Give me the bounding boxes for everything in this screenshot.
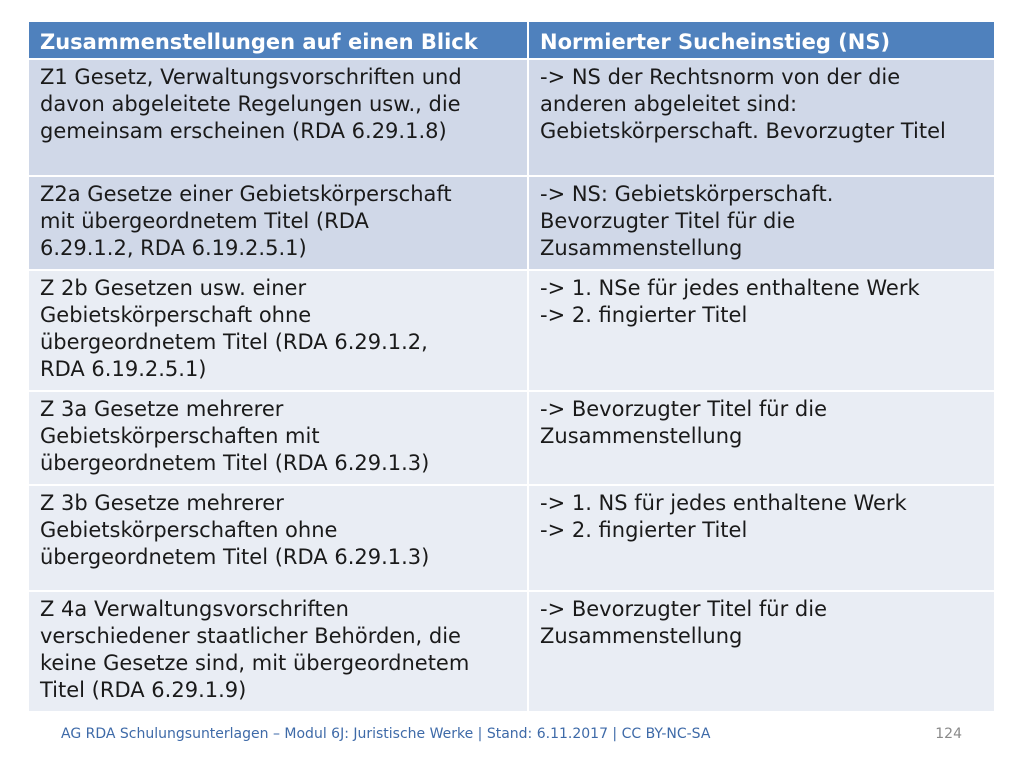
cell-line: Z 3a Gesetze mehrerer: [40, 397, 284, 421]
cell-compilation: [29, 59, 528, 176]
cell-line: Z 2b Gesetzen usw. einer: [40, 276, 307, 300]
cell-line: RDA 6.19.2.5.1): [40, 357, 207, 381]
table-row: [29, 270, 994, 391]
cell-line: -> Bevorzugter Titel für die: [540, 597, 827, 621]
cell-line: Titel (RDA 6.29.1.9): [40, 678, 247, 702]
cell-line: Zusammenstellung: [540, 236, 743, 260]
table-row: [29, 59, 994, 176]
cell-access-point: [528, 391, 994, 485]
cell-compilation: [29, 391, 528, 485]
cell-line: 6.29.1.2, RDA 6.19.2.5.1): [40, 236, 307, 260]
table-header-row: [29, 22, 994, 59]
cell-line: -> 1. NS für jedes enthaltene Werk: [540, 491, 907, 515]
table-row: [29, 176, 994, 270]
cell-line: -> NS: Gebietskörperschaft.: [540, 182, 834, 206]
table-row: [29, 485, 994, 591]
table-row: [29, 391, 994, 485]
cell-line: Z 3b Gesetze mehrerer: [40, 491, 284, 515]
cell-line: -> NS der Rechtsnorm von der die: [540, 65, 901, 89]
cell-line: Gebietskörperschaft. Bevorzugter Titel: [540, 119, 946, 143]
header-normalized-access-point: Normierter Sucheinstieg (NS): [528, 22, 994, 59]
cell-line: anderen abgeleitet sind:: [540, 92, 798, 116]
cell-line: Gebietskörperschaft ohne: [40, 303, 312, 327]
cell-line: gemeinsam erscheinen (RDA 6.29.1.8): [40, 119, 447, 143]
cell-line: Gebietskörperschaften ohne: [40, 518, 338, 542]
cell-access-point: [528, 176, 994, 270]
cell-compilation: [29, 176, 528, 270]
cell-line: mit übergeordnetem Titel (RDA: [40, 209, 369, 233]
cell-line: verschiedener staatlicher Behörden, die: [40, 624, 461, 648]
cell-line: davon abgeleitete Regelungen usw., die: [40, 92, 461, 116]
table-row: [29, 591, 994, 712]
cell-line: Gebietskörperschaften mit: [40, 424, 320, 448]
cell-line: Z2a Gesetze einer Gebietskörperschaft: [40, 182, 452, 206]
cell-compilation: [29, 485, 528, 591]
cell-line: Z1 Gesetz, Verwaltungsvorschriften und: [40, 65, 462, 89]
cell-line: Zusammenstellung: [540, 424, 743, 448]
cell-line: Z 4a Verwaltungsvorschriften: [40, 597, 349, 621]
cell-compilation: [29, 270, 528, 391]
cell-access-point: [528, 59, 994, 176]
cell-line: Zusammenstellung: [540, 624, 743, 648]
overview-table: [29, 22, 994, 713]
cell-access-point: [528, 485, 994, 591]
cell-line: Bevorzugter Titel für die: [540, 209, 796, 233]
footer-text: AG RDA Schulungsunterlagen – Modul 6J: Juristische Werke | Stand: 6.11.2017 | CC BY-NC-SA: [61, 726, 711, 742]
cell-access-point: [528, 270, 994, 391]
cell-line: -> 2. fingierter Titel: [540, 518, 748, 542]
cell-line: -> 1. NSe für jedes enthaltene Werk: [540, 276, 920, 300]
cell-line: -> 2. fingierter Titel: [540, 303, 748, 327]
cell-line: keine Gesetze sind, mit übergeordnetem: [40, 651, 470, 675]
cell-line: übergeordnetem Titel (RDA 6.29.1.3): [40, 451, 430, 475]
cell-line: übergeordnetem Titel (RDA 6.29.1.3): [40, 545, 430, 569]
cell-access-point: [528, 591, 994, 712]
cell-line: übergeordnetem Titel (RDA 6.29.1.2,: [40, 330, 428, 354]
header-compilations: Zusammenstellungen auf einen Blick: [29, 22, 528, 59]
cell-line: -> Bevorzugter Titel für die: [540, 397, 827, 421]
page-number: 124: [935, 726, 962, 742]
cell-compilation: [29, 591, 528, 712]
